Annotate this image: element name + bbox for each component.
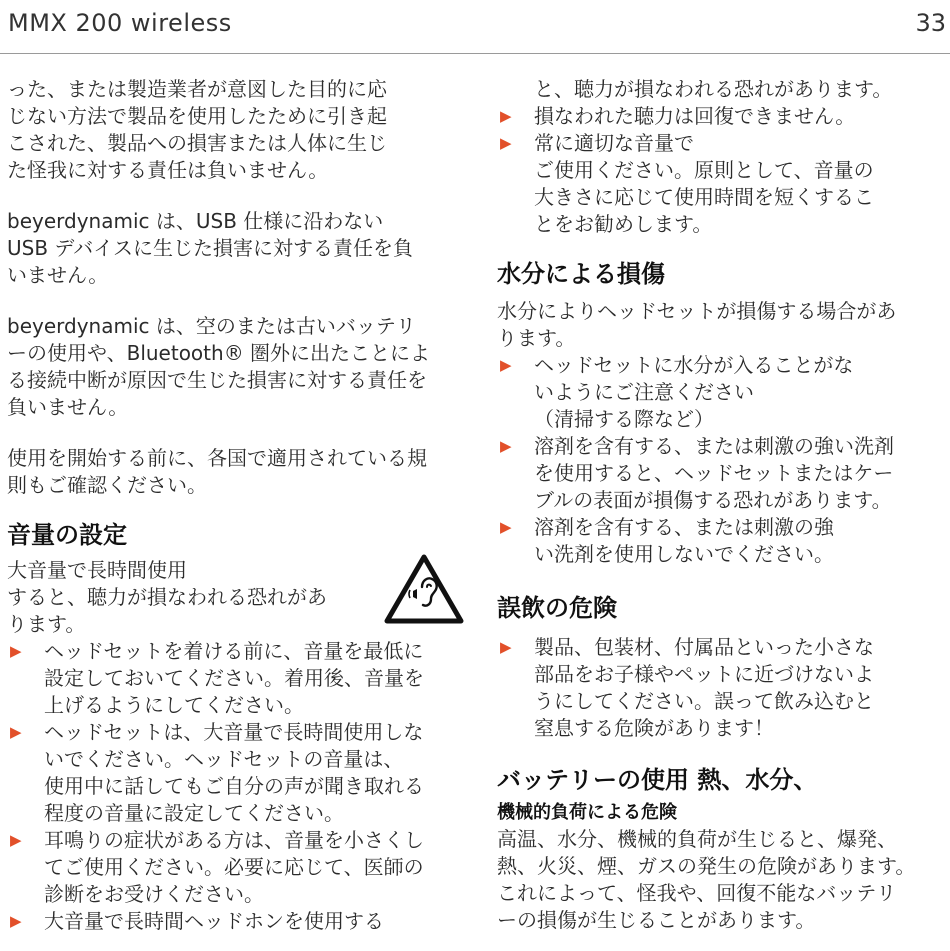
document-title: MMX 200 wireless — [8, 9, 232, 37]
list-item: ▶ 常に適切な音量で ご使用ください。原則として、音量の 大きさに応じて使用時間を短くするこ とをお勧めします。 — [497, 130, 937, 238]
battery-liability-paragraph: beyerdynamic は、空のまたは古いバッテリ ーの使用や、Bluetooth® 圏外に出たことによ る接続中断が原因で生じた損害に対する責任を 負いません。 — [7, 314, 431, 419]
list-item: ▶ 溶剤を含有する、または刺激の強 い洗剤を使用しないでください。 — [497, 514, 937, 568]
volume-intro: 大音量で長時間使用 すると、聴力が損なわれる恐れがあ ります。 — [7, 558, 327, 636]
list-item: ▶ ヘッドセットを着ける前に、音量を最低に 設定しておいてください。着用後、音量を 上げるようにしてください。 — [7, 638, 457, 719]
list-item: ▶ 溶剤を含有する、または刺激の強い洗剤 を使用すると、ヘッドセットまたはケー ブルの表面が損傷する恐れがあります。 — [497, 433, 937, 514]
moisture-intro: 水分によりヘッドセットが損傷する場合があ ります。 — [497, 299, 897, 350]
triangle-right-icon: ▶ — [500, 107, 512, 125]
page-number: 33 — [915, 9, 946, 37]
triangle-right-icon: ▶ — [500, 437, 512, 455]
moisture-bullet-list — [497, 352, 937, 568]
triangle-right-icon: ▶ — [500, 134, 512, 152]
list-item: ▶ 大音量で長時間ヘッドホンを使用する — [7, 908, 457, 935]
triangle-right-icon: ▶ — [10, 723, 22, 741]
moisture-heading: 水分による損傷 — [497, 260, 665, 288]
volume-intro-block — [7, 557, 457, 638]
usb-paragraph: beyerdynamic は、USB 仕様に沿わない USB デバイスに生じた損害に対する責任を負 いません。 — [7, 209, 414, 287]
list-item: ▶ ヘッドセットは、大音量で長時間使用しな いでください。ヘッドセットの音量は、 使用中に話してもご自分の声が聞き取れる 程度の音量に設定してください。 — [7, 719, 457, 827]
battery-heading: バッテリーの使用 熱、水分、 — [497, 766, 818, 794]
volume-bullet-list — [7, 638, 457, 935]
hearing-bullet-list — [497, 103, 937, 238]
triangle-right-icon: ▶ — [10, 642, 22, 660]
left-column — [7, 76, 457, 935]
liability-paragraph: った、または製造業者が意図した目的に応 じない方法で製品を使用したために引き起 こされた、製品への損害または人体に生じ た怪我に対する責任は負いません。 — [7, 77, 387, 182]
swallow-bullet-list — [497, 634, 937, 742]
battery-text: 高温、水分、機械的負荷が生じると、爆発、 熱、火災、煙、ガスの発生の危険があります。 これによって、怪我や、回復不能なバッテリ ーの損傷が生じることがあります。 — [497, 827, 916, 932]
swallow-heading: 誤飲の危険 — [497, 594, 617, 622]
regulations-paragraph: 使用を開始する前に、各国で適用されている規 則もご確認ください。 — [7, 446, 427, 497]
list-item: ▶ 損なわれた聴力は回復できません。 — [497, 103, 937, 130]
triangle-right-icon: ▶ — [10, 912, 22, 930]
list-item: ▶ ヘッドセットに水分が入ることがな いようにご注意ください （清掃する際など） — [497, 352, 937, 433]
triangle-right-icon: ▶ — [500, 518, 512, 536]
right-column — [497, 76, 937, 934]
volume-continuation: と、聴力が損なわれる恐れがあります。 — [534, 77, 893, 101]
page-header — [0, 0, 950, 54]
triangle-right-icon: ▶ — [500, 356, 512, 374]
triangle-right-icon: ▶ — [500, 638, 512, 656]
list-item: ▶ 製品、包装材、付属品といった小さな 部品をお子様やペットに近づけないよ うにしてください。誤って飲み込むと 窒息する危険があります！ — [497, 634, 937, 742]
triangle-right-icon: ▶ — [10, 831, 22, 849]
battery-subheading: 機械的負荷による危険 — [497, 802, 677, 823]
list-item: ▶ 耳鳴りの症状がある方は、音量を小さくし てご使用ください。必要に応じて、医師の 診断をお受けください。 — [7, 827, 457, 908]
hearing-warning-icon — [383, 553, 465, 625]
volume-heading: 音量の設定 — [7, 521, 127, 549]
